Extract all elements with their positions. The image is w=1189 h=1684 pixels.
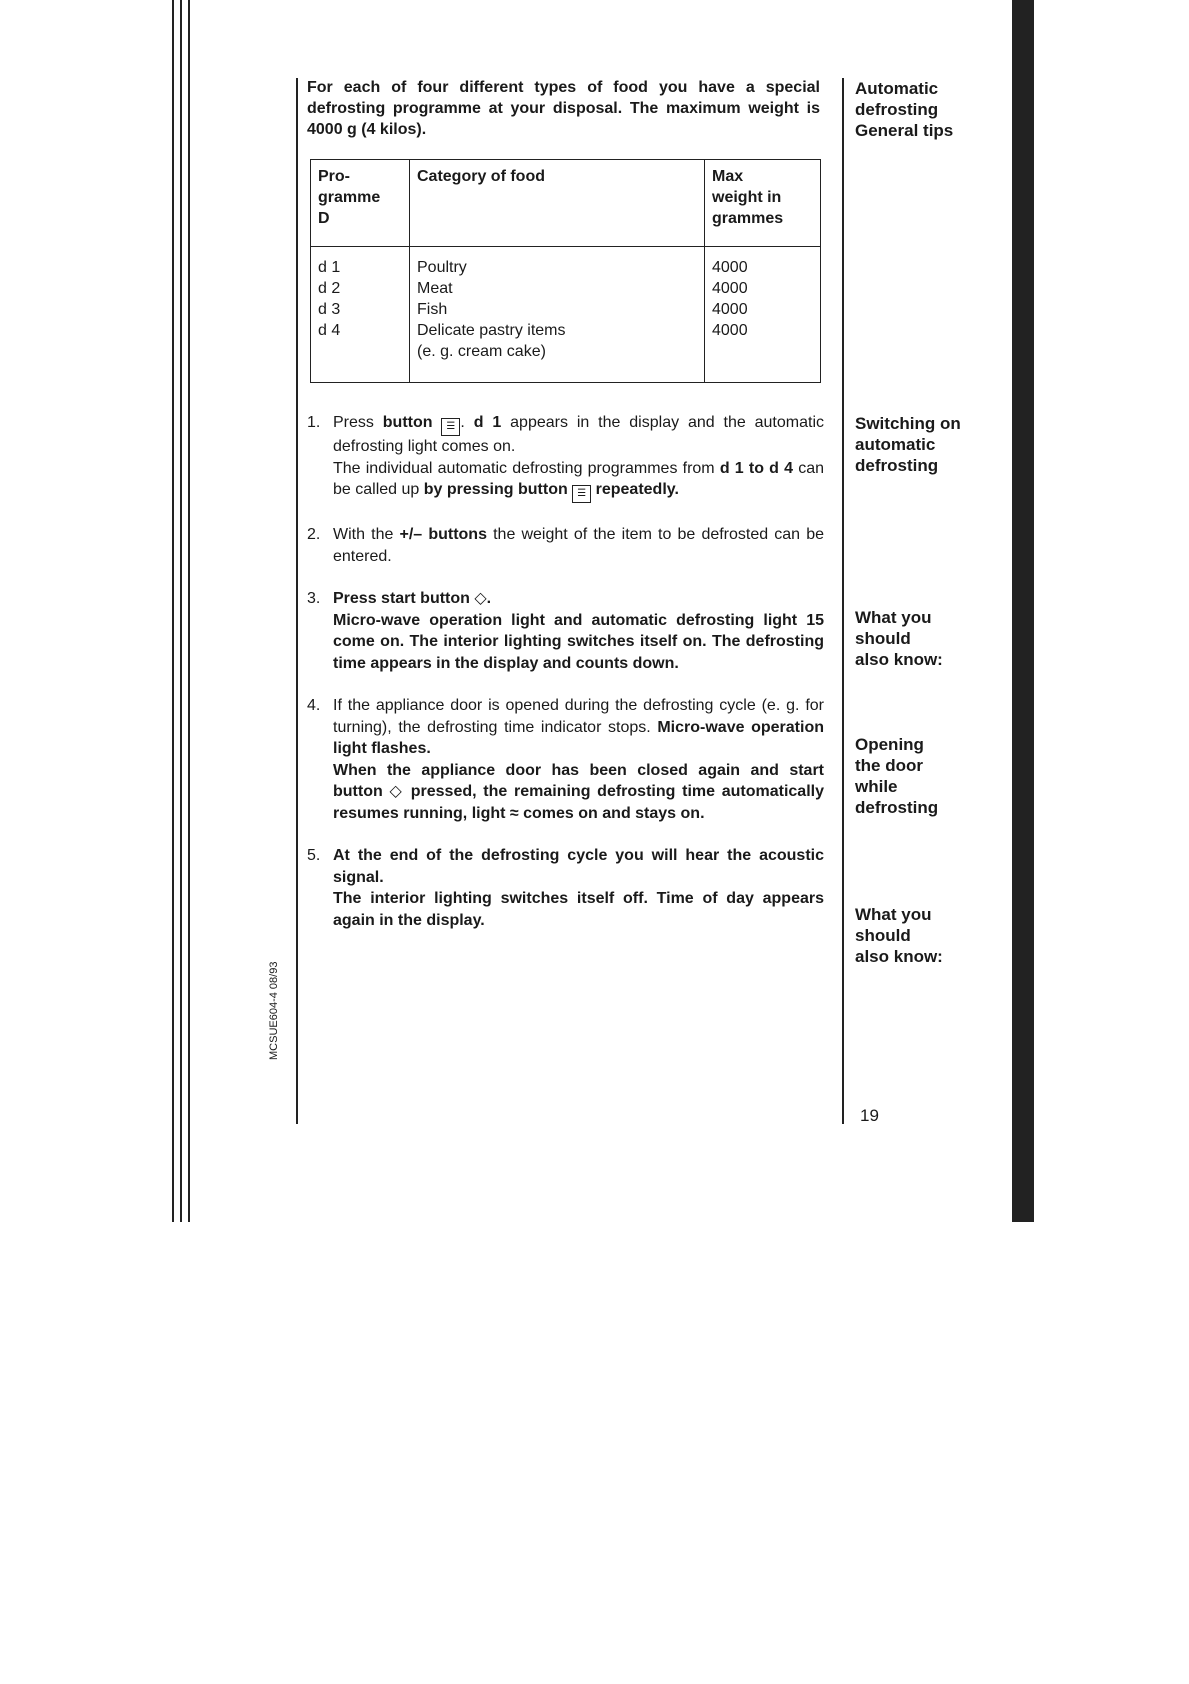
text: can be called up — [333, 459, 824, 498]
step-paragraph: Press start button ◇. — [333, 590, 492, 607]
header-programme — [311, 160, 410, 247]
heading-line: defrosting — [855, 798, 939, 817]
table-header-row — [311, 160, 821, 247]
right-column-rule — [842, 78, 844, 1124]
text-bold: Micro-wave operation light and automatic defrosting light 15 come on. The interior lighting switches itself on. The defrosting time appears in the display and counts down. — [333, 611, 824, 672]
header-category: Category of food — [410, 160, 705, 247]
header-line: Pro- — [318, 168, 350, 185]
heading-line: Opening — [855, 735, 924, 754]
step-number: 2. — [307, 526, 321, 543]
programme-cell — [311, 247, 410, 383]
category-note: (e. g. cream cake) — [417, 343, 546, 360]
programme-code: d 2 — [318, 280, 341, 297]
text: The individual automatic defrosting programmes from — [333, 459, 720, 477]
step-3 — [307, 588, 824, 674]
heading-line: should — [855, 926, 911, 945]
programme-code: d 3 — [318, 301, 341, 318]
left-column-rule — [296, 78, 298, 1124]
step-number: 5. — [307, 847, 321, 864]
defrost-light-icon: ≈ — [509, 804, 519, 822]
heading-opening-door — [855, 734, 1005, 818]
step-paragraph — [333, 458, 824, 504]
heading-also-know-2 — [855, 904, 1005, 967]
step-1 — [307, 412, 824, 503]
heading-line: General tips — [855, 121, 954, 140]
heading-line: defrosting — [855, 100, 939, 119]
header-line: Max — [712, 168, 744, 185]
weight-value: 4000 — [712, 280, 748, 297]
right-edge-bar — [1012, 0, 1034, 1222]
step-number: 3. — [307, 590, 321, 607]
text: With the — [333, 526, 400, 543]
step-paragraph — [333, 412, 824, 458]
start-button-icon: ◇ — [389, 783, 405, 800]
programme-code: d 4 — [318, 322, 341, 339]
step-5 — [307, 845, 824, 931]
step-2 — [307, 524, 824, 567]
text: Press — [333, 414, 383, 431]
text-bold: Micro-wave operation light flashes. — [333, 718, 824, 757]
category-cell — [410, 247, 705, 383]
text-bold: repeatedly. — [591, 481, 679, 498]
heading-line: also know: — [855, 947, 943, 966]
weight-value: 4000 — [712, 322, 748, 339]
heading-line: the door — [855, 756, 923, 775]
heading-switching-on — [855, 413, 1005, 476]
steps-list — [307, 412, 824, 931]
text-bold: d 1 — [473, 414, 502, 431]
heading-line: while — [855, 777, 898, 796]
step-body — [333, 524, 824, 567]
text-bold: +/– buttons — [399, 526, 487, 543]
start-button-icon: ◇ — [474, 590, 487, 607]
defrost-button-icon: ☰ — [441, 418, 460, 436]
header-line: weight in — [712, 189, 782, 206]
text-bold: pressed, the remaining defrosting time automatically resumes running, light — [333, 783, 824, 822]
step-body — [333, 845, 824, 931]
programme-code: d 1 — [318, 259, 341, 276]
text-bold: The interior lighting switches itself off. Time of day appears again in the display. — [333, 890, 824, 929]
step-number: 4. — [307, 697, 321, 714]
heading-line: Switching on — [855, 414, 961, 433]
left-edge-line — [172, 0, 174, 1222]
text-bold: by pressing button — [423, 481, 568, 498]
heading-line: What you — [855, 905, 932, 924]
footer-code: MCSUE604-4 08/93 — [268, 961, 280, 1060]
text-bold: comes on and stays on. — [518, 804, 705, 822]
category-name: Poultry — [417, 259, 467, 276]
header-line: gramme — [318, 189, 381, 206]
text-bold: At the end of the defrosting cycle you will hear the acoustic signal. — [333, 847, 824, 886]
heading-line: Automatic — [855, 79, 939, 98]
table-row — [311, 247, 821, 383]
step-paragraph — [333, 695, 824, 760]
left-edge-line-3 — [188, 0, 190, 1222]
weight-cell — [705, 247, 821, 383]
heading-line: What you — [855, 608, 932, 627]
heading-line: also know: — [855, 650, 943, 669]
category-name: Meat — [417, 280, 453, 297]
programme-table — [310, 159, 821, 383]
heading-line: should — [855, 629, 911, 648]
category-name: Fish — [417, 301, 448, 318]
defrost-button-icon: ☰ — [572, 485, 591, 503]
step-number: 1. — [307, 414, 321, 431]
header-line: D — [318, 210, 330, 227]
heading-line: automatic — [855, 435, 936, 454]
text: appears in the display and the automatic defrosting light comes on. — [333, 414, 825, 455]
weight-value: 4000 — [712, 259, 748, 276]
step-4 — [307, 695, 824, 824]
text-bold: When the appliance door has been closed again and start button — [333, 761, 824, 800]
text-bold: Press start button — [333, 590, 475, 607]
text-bold: d 1 — [719, 459, 744, 477]
heading-also-know-1 — [855, 607, 1005, 670]
category-name: Delicate pastry items — [417, 322, 566, 339]
page-number: 19 — [860, 1106, 879, 1125]
weight-value: 4000 — [712, 301, 748, 318]
step-body — [333, 412, 824, 503]
text-bold: d 4 — [769, 459, 794, 477]
step-body — [333, 695, 824, 824]
intro-text: For each of four different types of food you have a special defrosting programme at your disposal. The maximum weight is 4000 g (4 kilos). — [307, 79, 820, 138]
step-body — [333, 588, 824, 674]
text-bold: button — [382, 414, 433, 431]
text: If the appliance door is opened during the defrosting cycle (e. g. for turning), the defrosting time indicator stops. — [333, 697, 824, 736]
step-paragraph — [333, 760, 824, 825]
text: . — [460, 414, 474, 431]
text: the weight of the item to be defrosted can be entered. — [333, 526, 824, 565]
text-bold: to — [743, 459, 770, 477]
heading-general-tips — [855, 78, 1005, 141]
header-max-weight — [705, 160, 821, 247]
header-line: grammes — [712, 210, 784, 227]
left-edge-line-2 — [180, 0, 182, 1222]
heading-line: defrosting — [855, 456, 939, 475]
